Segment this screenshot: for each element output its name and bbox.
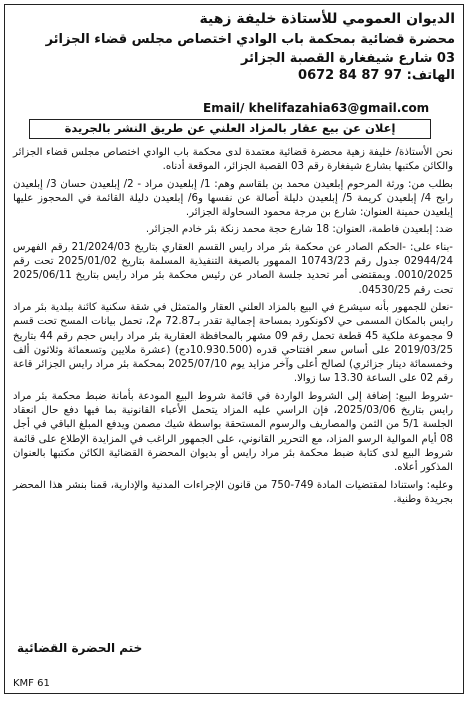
notice-page: [4, 4, 464, 694]
paragraph-requesters: بطلب من: ورثة المرحوم إبلعيدن محمد بن بلقاسم وهم: 1/ إبلعيدن مراد - 2/ إبلعيدن حسان 3/ إبلعيدن رابح 4/ إبلعيدن كريمة 5/ إبلعيدن دليلة أصالة عن نفسها و6/ إبلعيدن دليلة القائمة في المحجوز عليها إبلعيدن حمينة العنوان: شارع بن مرجة محمود السحاولة الجزائر.: [13, 178, 454, 219]
paragraph-property: -نعلن للجمهور بأنه سيشرع في البيع بالمزاد العلني العقار والمتمثل في شقة سكنية كائنة ببلدية بئر مراد رايس بالمكان المسمى حي لاكونكورد بمساحة إجمالية تقدر بـ72.87 م2، تحمل بيانات المسح تحت قسم 9 مجموعة ملكية 45 قطعة تحمل رقم 09 مشهر بالمحافظة العقارية بئر مراد رايس حجم رقم 44 بتاريخ 2019/03/25 على أساس سعر افتتاحي قدره (10.930.500دج) (عشرة ملايين وتسعمائة وثلاثون ألف وخمسمائة دينار جزائري) لصالح أعلى وآخر مزايد يوم 2025/07/10 بمحكمة بئر مراد رايس الجزائر قاعة رقم 02 على الساعة 13.30 سا زوالا.: [13, 301, 454, 385]
phone-line: [15, 67, 455, 84]
paragraph-judgment: -بناء على: -الحكم الصادر عن محكمة بئر مراد رايس القسم العقاري بتاريخ 21/2024/03 رقم الفهرس 02944/24 جدول رقم 10743/23 الممهور بالصيغة التنفيذية المسلمة بتاريخ 2025/01/02 تحت رقم 0010/2025. وبمقتضى أمر تحديد جلسة الصادر عن رئيس محكمة بئر مراد رايس بتاريخ 2025/06/11 تحت رقم 04530/25.: [13, 241, 453, 296]
email-label: Email/: [203, 101, 245, 115]
phone-number: 0672 84 87 97: [298, 68, 403, 83]
office-name: الديوان العمومي للأستاذة خليفة زهية: [199, 11, 455, 27]
paragraph-against: ضد: إبلعيدن فاطمة، العنوان: 18 شارع حجة محمد زنكة بئر خادم الجزائر.: [145, 224, 453, 236]
reference-code: KMF 61: [13, 678, 50, 689]
paragraph-conditions: -شروط البيع: إضافة إلى الشروط الواردة في قائمة شروط البيع المودعة بأمانة ضبط محكمة بئر مراد رايس بتاريخ 2025/03/06، فإن الراسي عليه المزاد يتحمل الأعباء القانونية بما فيها دفع حال انعقاد الجلسة 5/1 من الثمن والمصاريف والرسوم المستحقة بواسطة شيك مصمن ويدفع المبلغ الباقي في أجل 08 أيام الموالية الرسو المزاد، مع التحرير القانوني، على الجمهور الراغب في المزايدة الإطلاع على قائمة شروط البيع لدى كتابة ضبط محكمة بئر مراد رايس أو بديوان المحضرة القضائية الكائن مكتبها بالعنوان المذكور أعلاه.: [13, 390, 453, 474]
signature-stamp: ختم الحضرة القضائية: [17, 641, 143, 655]
phone-label: الهاتف:: [406, 68, 455, 83]
notice-body: [13, 146, 453, 510]
email-line: [203, 101, 429, 115]
office-title: محضرة قضائية بمحكمة باب الوادي اختصاص مجلس قضاء الجزائر: [45, 32, 455, 47]
email-address: khelifazahia63@gmail.com: [248, 101, 430, 115]
paragraph-intro: نحن الأستاذة/ خليفة زهية محضرة قضائية معتمدة لدى محكمة باب الوادي اختصاص مجلس قضاء الجزائر والكائن مكتبها بشارع شيفغارة رقم 03 القصبة الجزائر، الموقعة أدناه.: [13, 147, 453, 173]
office-address: 03 شارع شيفغارة القصبة الجزائر: [241, 51, 455, 66]
paragraph-closing: وعليه: واستنادا لمقتضيات المادة 749-750 من قانون الإجراءات المدنية والإدارية، قمنا بنشر هذا المحضر بجريدة وطنية.: [13, 479, 453, 505]
notice-banner: إعلان عن بيع عقار بالمزاد العلني عن طريق النشر بالجريدة: [29, 119, 431, 139]
